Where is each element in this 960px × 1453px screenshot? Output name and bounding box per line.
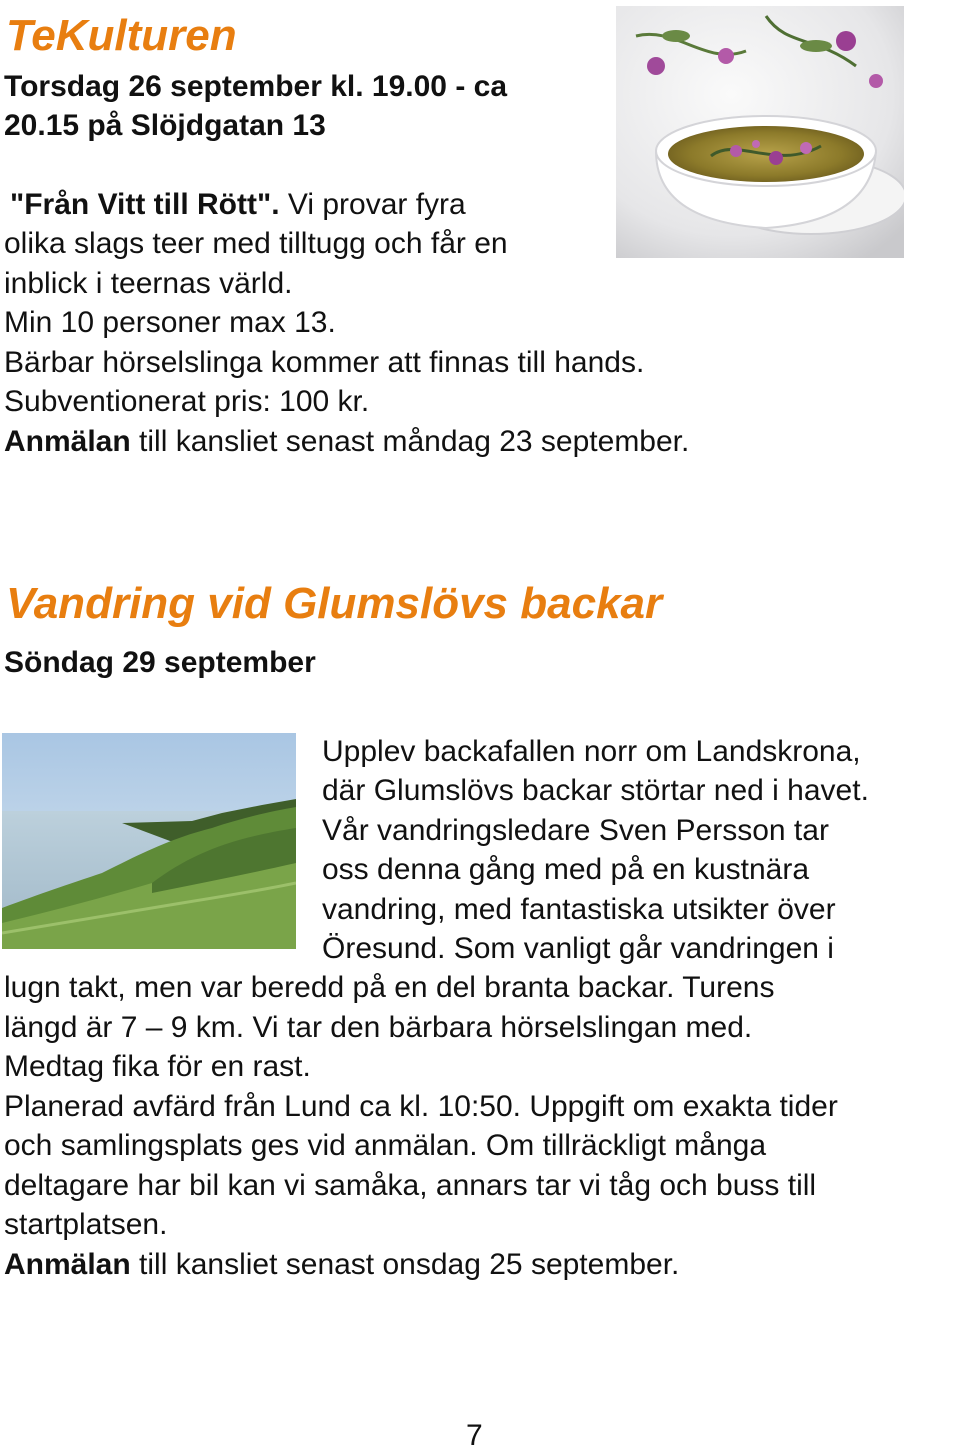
event-signup — [4, 422, 689, 462]
event-date-line-2: 20.15 på Slöjdgatan 13 — [4, 109, 326, 142]
signup-text: till kansliet senast måndag 23 september. — [130, 425, 690, 458]
page-number: 7 — [466, 1419, 483, 1452]
event-body-line: inblick i teernas värld. — [4, 267, 293, 300]
hike-signup — [4, 1245, 679, 1285]
hike-date: Söndag 29 september — [4, 646, 316, 679]
hike-text-line: Öresund. Som vanligt går vandringen i — [322, 932, 834, 965]
section-title-vandring: Vandring vid Glumslövs backar — [6, 579, 663, 628]
hike-text-line: oss denna gång med på en kustnära — [322, 853, 810, 886]
hike-text-line: Planerad avfärd från Lund ca kl. 10:50. Uppgift om exakta tider — [4, 1090, 838, 1123]
event-lead-text: Vi provar fyra — [279, 188, 466, 221]
event-body-line: olika slags teer med tilltugg och får en — [4, 227, 508, 260]
hike-text-line: deltagare har bil kan vi samåka, annars tar vi tåg och buss till — [4, 1169, 817, 1202]
hike-text-line: lugn takt, men var beredd på en del branta backar. Turens — [4, 971, 775, 1004]
signup-label: Anmälan — [4, 1248, 131, 1281]
tea-cup-image — [616, 6, 904, 258]
hike-text-line: startplatsen. — [4, 1208, 168, 1241]
section-title-tekulturen: TeKulturen — [6, 11, 237, 60]
signup-label: Anmälan — [4, 425, 131, 458]
hike-text-line: och samlingsplats ges vid anmälan. Om tillräckligt många — [4, 1129, 766, 1162]
event-body-line: Subventionerat pris: 100 kr. — [4, 385, 370, 418]
event-lead-title: "Från Vitt till Rött". — [10, 188, 280, 221]
signup-text: till kansliet senast onsdag 25 september. — [130, 1248, 680, 1281]
hike-text-line: längd är 7 – 9 km. Vi tar den bärbara hörselslingan med. — [4, 1011, 753, 1044]
hike-text-line: där Glumslövs backar störtar ned i havet. — [322, 774, 869, 807]
event-body-line: Min 10 personer max 13. — [4, 306, 336, 339]
event-date-line-1: Torsdag 26 september kl. 19.00 - ca — [4, 70, 508, 103]
event-body-line: Bärbar hörselslinga kommer att finnas till hands. — [4, 346, 645, 379]
event-lead — [10, 185, 466, 225]
hike-text-line: Upplev backafallen norr om Landskrona, — [322, 735, 861, 768]
hike-text-line: vandring, med fantastiska utsikter över — [322, 893, 836, 926]
hike-text-line: Vår vandringsledare Sven Persson tar — [322, 814, 829, 847]
hike-text-line: Medtag fika för en rast. — [4, 1050, 311, 1083]
coast-landscape-image — [2, 733, 296, 949]
